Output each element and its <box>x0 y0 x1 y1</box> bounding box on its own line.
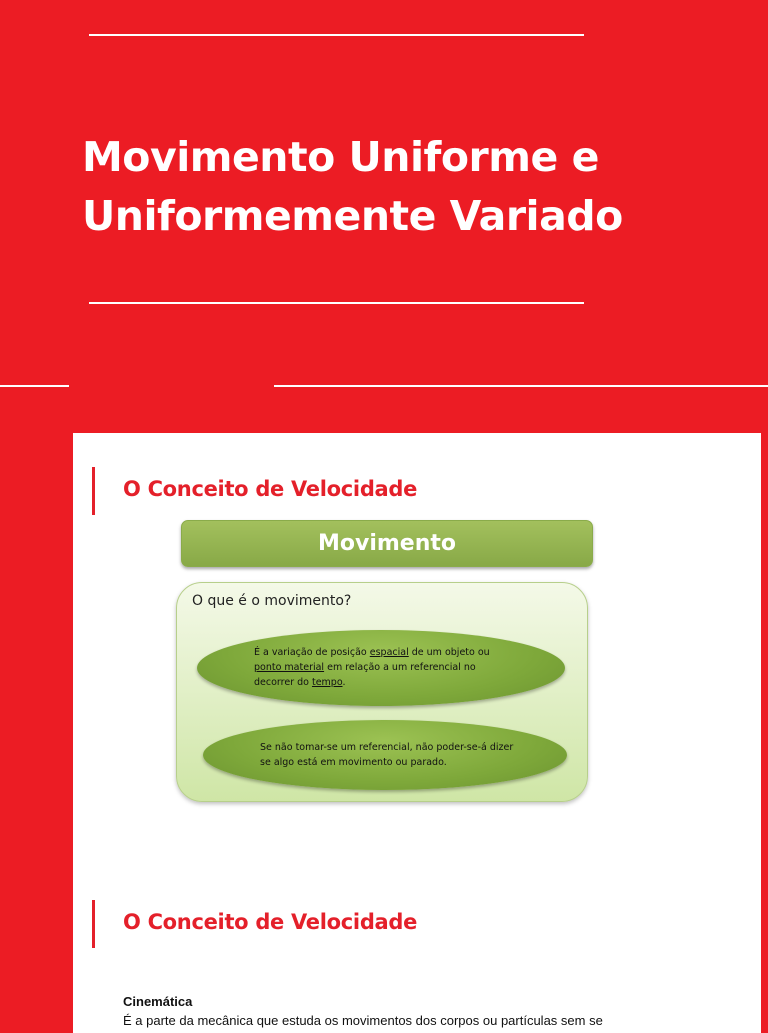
diagram-box <box>176 582 588 802</box>
reference-oval <box>203 720 567 790</box>
reference-text: Se não tomar-se um referencial, não poder-se-á dizer se algo está em movimento ou parado. <box>260 742 514 768</box>
section-heading: O Conceito de Velocidade <box>123 910 418 934</box>
section-accent-bar <box>92 900 95 948</box>
definition-oval <box>197 630 565 706</box>
cover-title <box>82 128 722 246</box>
top-divider <box>89 34 584 36</box>
section-heading: O Conceito de Velocidade <box>123 477 418 501</box>
cover-title-line2: Uniformemente Variado <box>82 192 623 240</box>
diagram-header: Movimento <box>181 520 593 567</box>
document-page <box>73 433 761 1033</box>
right-page-divider <box>274 385 768 387</box>
left-page-divider <box>0 385 69 387</box>
title-underline <box>89 302 584 304</box>
diagram-question: O que é o movimento? <box>192 593 352 609</box>
section-accent-bar <box>92 467 95 515</box>
definition-text: É a variação de posição espacial de um objeto ou ponto material em relação a um referencial no decorrer do tempo. <box>254 647 490 688</box>
subsection-heading: Cinemática <box>123 994 193 1009</box>
cover-title-line1: Movimento Uniforme e <box>82 133 599 181</box>
body-paragraph: É a parte da mecânica que estuda os movimentos dos corpos ou partículas sem se <box>123 1013 603 1028</box>
